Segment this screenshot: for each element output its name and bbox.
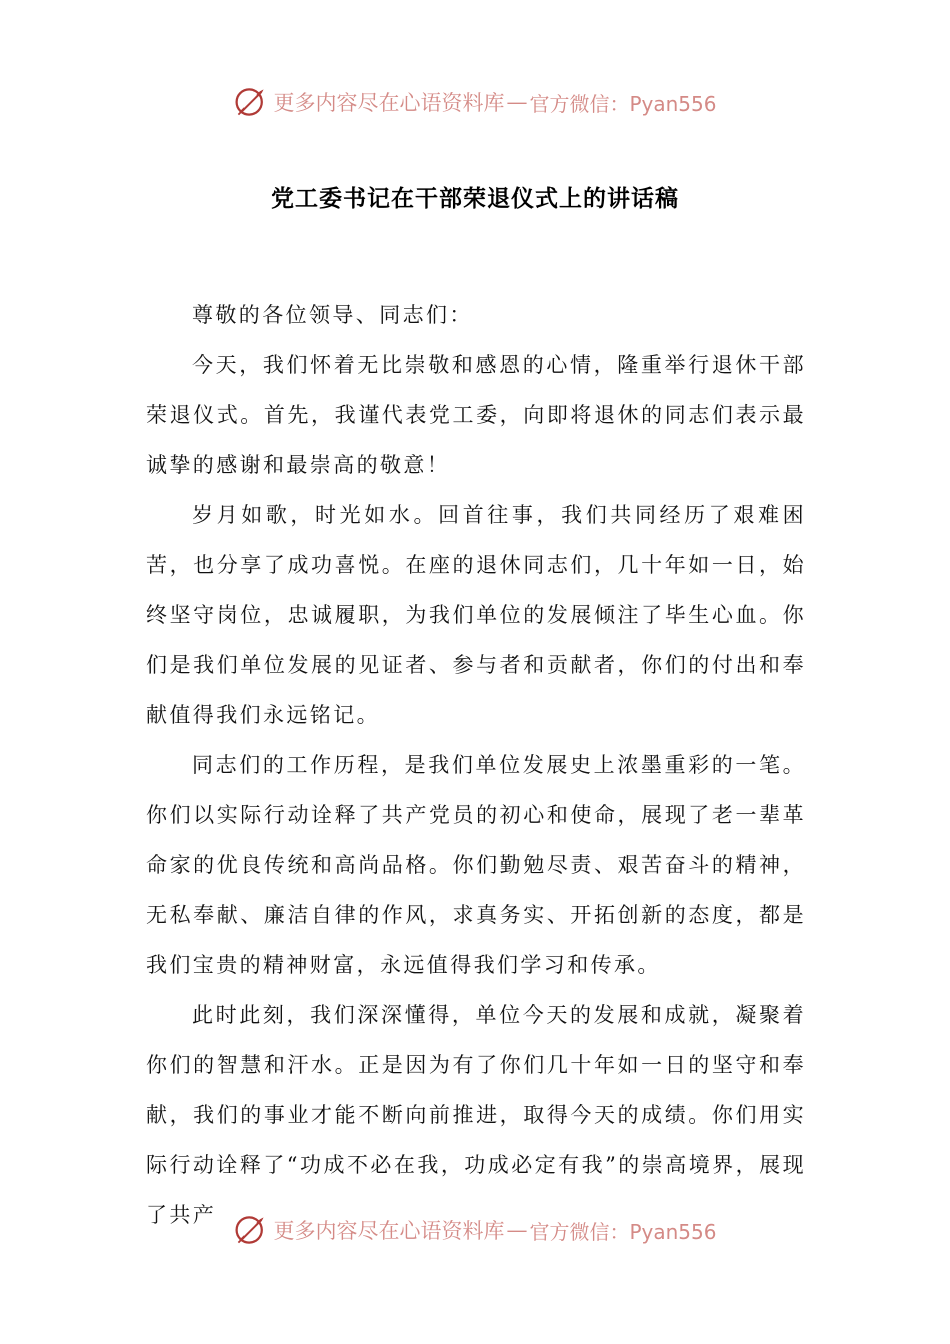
paragraph: 同志们的工作历程，是我们单位发展史上浓墨重彩的一笔。你们以实际行动诠释了共产党员的初心和使命，展现了老一辈革命家的优良传统和高尚品格。你们勤勉尽责、艰苦奋斗的精神，无私奉献、廉洁自律的作风，求真务实、开拓创新的态度，都是我们宝贵的精神财富，永远值得我们学习和传承。 xyxy=(146,753,806,977)
paragraph-salutation: 尊敬的各位领导、同志们： xyxy=(192,303,473,327)
watermark-wechat: 官方微信：Pyan556 xyxy=(529,1219,717,1244)
watermark-separator: — xyxy=(506,90,528,114)
watermark-wechat: 官方微信：Pyan556 xyxy=(529,91,717,116)
quill-logo-icon xyxy=(233,1212,269,1248)
watermark-separator: — xyxy=(506,1218,528,1242)
watermark-text: 更多内容尽在心语资料库 xyxy=(273,1219,505,1243)
quill-logo-icon xyxy=(233,84,269,120)
paragraph: 岁月如歌，时光如水。回首往事，我们共同经历了艰难困苦，也分享了成功喜悦。在座的退休同志们，几十年如一日，始终坚守岗位，忠诚履职，为我们单位的发展倾注了毕生心血。你们是我们单位发展的见证者、参与者和贡献者，你们的付出和奉献值得我们永远铭记。 xyxy=(146,503,806,727)
paragraph: 今天，我们怀着无比崇敬和感恩的心情，隆重举行退休干部荣退仪式。首先，我谨代表党工委，向即将退休的同志们表示最诚挚的感谢和最崇高的敬意！ xyxy=(146,353,806,477)
document-title: 党工委书记在干部荣退仪式上的讲话稿 xyxy=(271,186,679,212)
header-watermark xyxy=(0,80,950,124)
document-body xyxy=(146,290,806,1240)
watermark-text: 更多内容尽在心语资料库 xyxy=(273,91,505,115)
footer-watermark xyxy=(0,1208,950,1252)
paragraph: 此时此刻，我们深深懂得，单位今天的发展和成就，凝聚着你们的智慧和汗水。正是因为有了你们几十年如一日的坚守和奉献，我们的事业才能不断向前推进，取得今天的成绩。你们用实际行动诠释了“功成不必在我，功成必定有我”的崇高境界，展现了共产 xyxy=(146,1003,806,1227)
